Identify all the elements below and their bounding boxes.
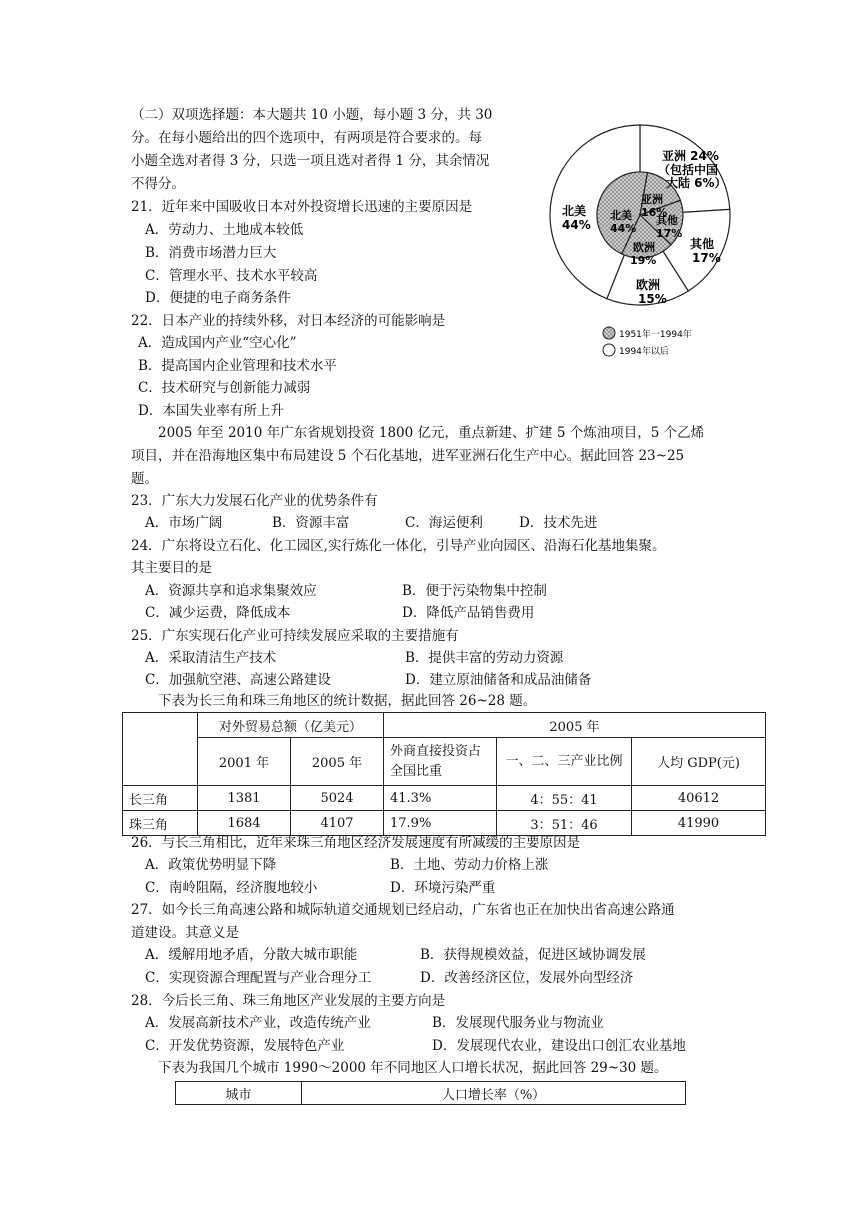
header-2001-year: 2001 年 bbox=[198, 738, 291, 786]
cell-trade-2005: 4107 bbox=[291, 811, 384, 836]
inner-label-asia: 亚洲 bbox=[641, 193, 663, 206]
inner-label-na: 北美 bbox=[610, 209, 632, 222]
header-2005-year: 2005 年 bbox=[291, 738, 384, 786]
outer-label-asia-note: （包括中国 bbox=[658, 163, 719, 177]
inner-label-na-value: 44% bbox=[610, 222, 637, 235]
legend-swatch-1994-later bbox=[603, 344, 615, 356]
question-22-option-a: A．造成国内产业“空心化” bbox=[138, 335, 297, 351]
outer-label-na: 北美 bbox=[562, 204, 587, 218]
question-21-option-a: A．劳动力、土地成本较低 bbox=[145, 222, 304, 238]
cell-trade-2005: 5024 bbox=[291, 786, 384, 811]
question-21-option-d: D．便捷的电子商务条件 bbox=[145, 290, 291, 306]
section-instruction: 小题全选对者得 3 分，只选一项且选对者得 1 分，其余情况 bbox=[131, 153, 490, 169]
question-27-option-c: C．实现资源合理配置与产业合理分工 bbox=[145, 970, 372, 986]
table-2-intro: 下表为我国几个城市 1990～2000 年不同地区人口增长状况，据此回答 29~30 题。 bbox=[158, 1060, 668, 1076]
passage-guangdong: 项目，并在沿海地区集中布局建设 5 个石化基地，进军亚洲石化生产中心。据此回答 23~25 bbox=[131, 448, 685, 464]
question-23-option-c: C．海运便利 bbox=[405, 515, 483, 531]
section-instruction: （二）双项选择题：本大题共 10 小题，每小题 3 分，共 30 bbox=[131, 107, 493, 123]
question-25-stem: 25．广东实现石化产业可持续发展应采取的主要措施有 bbox=[131, 628, 459, 644]
outer-label-europe: 欧洲 bbox=[636, 278, 661, 292]
cell-region: 珠三角 bbox=[123, 811, 198, 836]
inner-label-asia-value: 16% bbox=[641, 206, 668, 219]
question-25-option-d: D．建立原油储备和成品油储备 bbox=[405, 672, 592, 688]
question-27-option-a: A．缓解用地矛盾，分散大城市职能 bbox=[145, 947, 358, 963]
question-23-option-d: D．技术先进 bbox=[519, 515, 598, 531]
outer-label-other-value: 17% bbox=[692, 251, 721, 265]
table-row bbox=[123, 811, 766, 836]
question-25-option-b: B．提供丰富的劳动力资源 bbox=[405, 650, 564, 666]
question-27-option-d: D．改善经济区位，发展外向型经济 bbox=[420, 970, 634, 986]
inner-label-other-value: 17% bbox=[656, 227, 683, 240]
header-fdi-share: 外商直接投资占全国比重 bbox=[384, 738, 497, 786]
passage-guangdong: 题。 bbox=[131, 471, 158, 487]
question-25-option-a: A．采取清洁生产技术 bbox=[145, 650, 277, 666]
question-21-option-b: B．消费市场潜力巨大 bbox=[145, 245, 277, 261]
inner-label-europe: 欧洲 bbox=[633, 241, 655, 254]
question-27-option-b: B．获得规模效益，促进区域协调发展 bbox=[420, 947, 646, 963]
question-22-option-c: C．技术研究与创新能力减弱 bbox=[138, 380, 311, 396]
legend-swatch-1951-1994 bbox=[603, 327, 615, 339]
investment-pie-chart bbox=[540, 115, 740, 365]
question-24-option-b: B．便于污染物集中控制 bbox=[402, 583, 547, 599]
cell-gdp: 41990 bbox=[632, 811, 766, 836]
table-corner-cell bbox=[123, 713, 198, 786]
question-22-stem: 22．日本产业的持续外移，对日本经济的可能影响是 bbox=[131, 313, 446, 329]
question-23-option-b: B．资源丰富 bbox=[272, 515, 350, 531]
cell-region: 长三角 bbox=[123, 786, 198, 811]
header-trade-total: 对外贸易总额（亿美元） bbox=[198, 713, 384, 738]
header-city: 城市 bbox=[176, 1082, 302, 1105]
question-28-option-b: B．发展现代服务业与物流业 bbox=[432, 1015, 604, 1031]
outer-label-na-value: 44% bbox=[562, 218, 591, 232]
header-industry-ratio: 一、二、三产业比例 bbox=[497, 738, 632, 786]
table-1-intro: 下表为长三角和珠三角地区的统计数据，据此回答 26~28 题。 bbox=[158, 693, 537, 709]
table-row bbox=[123, 786, 766, 811]
cell-industry-ratio: 4：55：41 bbox=[497, 786, 632, 811]
question-26-option-c: C．南岭阻隔，经济腹地较小 bbox=[145, 880, 318, 896]
question-25-option-c: C．加强航空港、高速公路建设 bbox=[145, 672, 331, 688]
question-26-stem: 26．与长三角相比，近年来珠三角地区经济发展速度有所减缓的主要原因是 bbox=[131, 835, 581, 851]
question-22-option-b: B．提高国内企业管理和技术水平 bbox=[138, 358, 337, 374]
question-23-stem: 23．广东大力发展石化产业的优势条件有 bbox=[131, 493, 378, 509]
header-population-growth-rate: 人口增长率（%） bbox=[302, 1082, 686, 1105]
question-28-option-c: C．开发优势资源，发展特色产业 bbox=[145, 1038, 345, 1054]
question-22-option-d: D．本国失业率有所上升 bbox=[138, 403, 284, 419]
header-gdp-per-capita: 人均 GDP(元) bbox=[632, 738, 766, 786]
question-24-option-c: C．减少运费，降低成本 bbox=[145, 605, 291, 621]
cell-fdi: 17.9% bbox=[384, 811, 497, 836]
question-28-option-d: D．发展现代农业，建设出口创汇农业基地 bbox=[432, 1038, 686, 1054]
cell-gdp: 40612 bbox=[632, 786, 766, 811]
legend-label-1951-1994: 1951年一1994年 bbox=[619, 330, 692, 340]
question-27-stem-cont: 道建设。其意义是 bbox=[131, 925, 239, 941]
question-27-stem: 27．如今长三角高速公路和城际轨道交通规划已经启动，广东省也正在加快出省高速公路通 bbox=[131, 902, 675, 918]
cell-fdi: 41.3% bbox=[384, 786, 497, 811]
inner-label-other: 其他 bbox=[656, 214, 678, 227]
question-26-option-a: A．政策优势明显下降 bbox=[145, 857, 277, 873]
question-21-stem: 21．近年来中国吸收日本对外投资增长迅速的主要原因是 bbox=[131, 199, 473, 215]
question-26-option-b: B．土地、劳动力价格上涨 bbox=[390, 857, 549, 873]
legend-label-1994-later: 1994年以后 bbox=[619, 347, 669, 357]
question-28-option-a: A．发展高新技术产业，改造传统产业 bbox=[145, 1015, 371, 1031]
question-24-option-d: D．降低产品销售费用 bbox=[402, 605, 535, 621]
passage-guangdong: 2005 年至 2010 年广东省规划投资 1800 亿元，重点新建、扩建 5 个炼油项目，5 个乙烯 bbox=[158, 425, 705, 441]
section-instruction: 分。在每小题给出的四个选项中，有两项是符合要求的。每 bbox=[131, 130, 482, 146]
question-21-option-c: C．管理水平、技术水平较高 bbox=[145, 268, 318, 284]
outer-label-other: 其他 bbox=[690, 237, 715, 251]
statistics-table bbox=[122, 712, 766, 836]
question-26-option-d: D．环境污染严重 bbox=[390, 880, 496, 896]
section-instruction: 不得分。 bbox=[131, 176, 185, 192]
question-28-stem: 28．今后长三角、珠三角地区产业发展的主要方向是 bbox=[131, 993, 446, 1009]
inner-label-europe-value: 19% bbox=[630, 254, 657, 267]
population-growth-table bbox=[175, 1081, 686, 1105]
header-2005: 2005 年 bbox=[384, 713, 766, 738]
question-23-option-a: A．市场广阔 bbox=[145, 515, 223, 531]
outer-label-asia: 亚洲 24% bbox=[662, 149, 719, 163]
cell-industry-ratio: 3：51：46 bbox=[497, 811, 632, 836]
cell-trade-2001: 1381 bbox=[198, 786, 291, 811]
outer-label-asia-note2: 大陆 6%） bbox=[666, 176, 727, 190]
question-24-option-a: A．资源共享和追求集聚效应 bbox=[145, 583, 317, 599]
question-24-stem-cont: 其主要目的是 bbox=[131, 560, 212, 576]
outer-label-europe-value: 15% bbox=[638, 292, 667, 306]
cell-trade-2001: 1684 bbox=[198, 811, 291, 836]
question-24-stem: 24．广东将设立石化、化工园区,实行炼化一体化，引导产业向园区、沿海石化基地集聚。 bbox=[131, 538, 666, 554]
